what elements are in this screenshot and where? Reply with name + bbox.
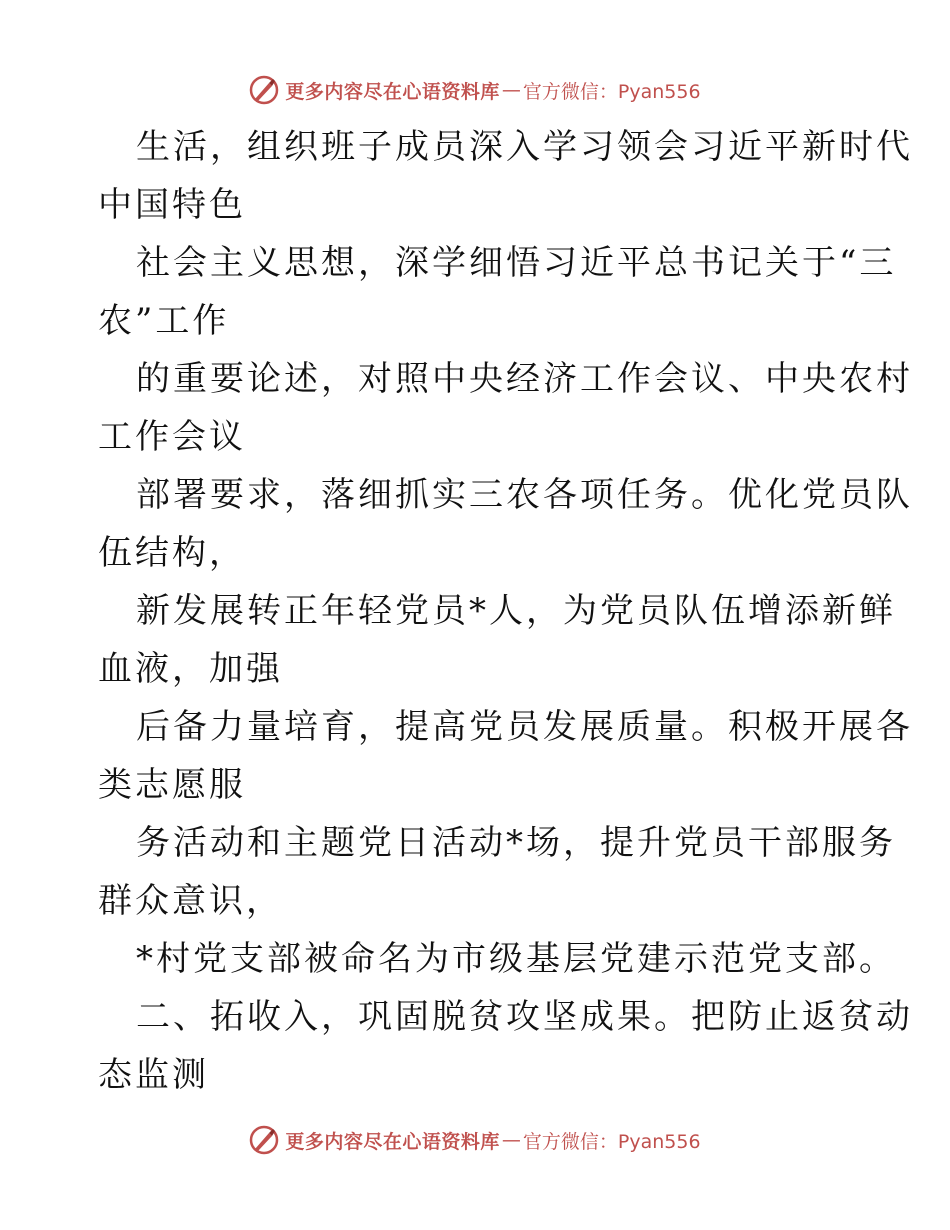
- footer-banner-text: 更多内容尽在心语资料库: [285, 1130, 500, 1153]
- header-banner: [0, 70, 950, 110]
- footer-banner: [0, 1120, 950, 1160]
- footer-banner-dash: —: [501, 1129, 521, 1151]
- pen-logo-icon: [249, 75, 279, 105]
- text-line: 伍结构，: [98, 533, 246, 573]
- text-line: 类志愿服: [98, 765, 246, 805]
- footer-banner-wechat: 官方微信：Pyan556: [522, 1130, 701, 1153]
- text-line: 后备力量培育，提高党员发展质量。积极开展各: [136, 707, 913, 747]
- pen-logo-icon: [249, 1125, 279, 1155]
- text-line: 新发展转正年轻党员*人，为党员队伍增添新鲜: [136, 591, 896, 631]
- text-line: 二、拓收入，巩固脱贫攻坚成果。把防止返贫动: [136, 997, 913, 1037]
- text-line: *村党支部被命名为市级基层党建示范党支部。: [136, 939, 896, 979]
- text-line: 社会主义思想，深学细悟习近平总书记关于“三: [136, 243, 897, 283]
- header-banner-wechat: 官方微信：Pyan556: [522, 80, 701, 103]
- text-line: 农”工作: [98, 301, 230, 341]
- header-banner-text: 更多内容尽在心语资料库: [285, 80, 500, 103]
- header-banner-dash: —: [501, 79, 521, 101]
- text-line: 态监测: [98, 1055, 209, 1095]
- text-line: 生活，组织班子成员深入学习领会习近平新时代: [136, 127, 913, 167]
- text-line: 的重要论述，对照中央经济工作会议、中央农村: [136, 359, 913, 399]
- text-line: 工作会议: [98, 417, 246, 457]
- text-line: 血液，加强: [98, 649, 283, 689]
- text-line: 部署要求，落细抓实三农各项任务。优化党员队: [136, 475, 913, 515]
- text-line: 群众意识，: [98, 881, 283, 921]
- text-line: 务活动和主题党日活动*场，提升党员干部服务: [136, 823, 896, 863]
- document-body: [98, 118, 913, 1104]
- text-line: 中国特色: [98, 185, 246, 225]
